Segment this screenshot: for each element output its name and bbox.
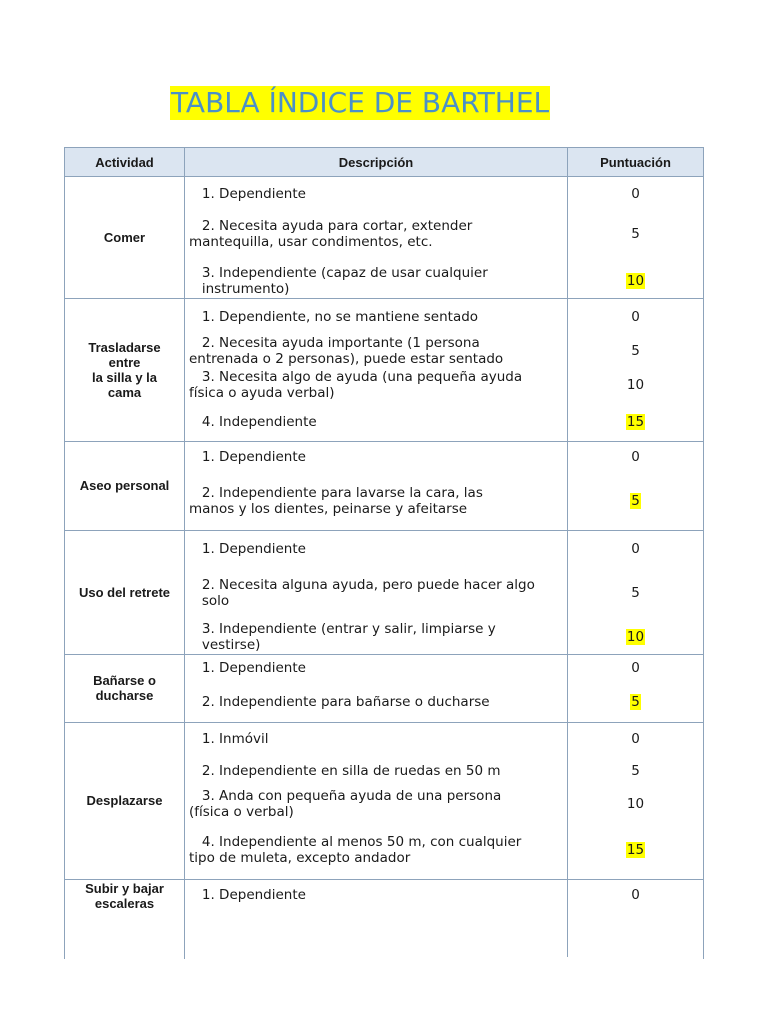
activity-line: cama bbox=[107, 384, 142, 400]
header-descripcion: Descripción bbox=[184, 147, 568, 177]
points-value: 15 bbox=[626, 842, 645, 858]
item-points bbox=[567, 273, 704, 289]
points-value: 10 bbox=[626, 377, 645, 393]
item-description: 2. Independiente para lavarse la cara, las manos y los dientes, peinarse y afeitarse bbox=[189, 485, 483, 517]
points-value: 10 bbox=[626, 273, 645, 289]
item-description: 3. Anda con pequeña ayuda de una persona (física o verbal) bbox=[189, 788, 502, 820]
item-points bbox=[567, 731, 704, 747]
item-points bbox=[567, 629, 704, 645]
activity-line: Comer bbox=[103, 230, 146, 245]
header-puntuacion: Puntuación bbox=[567, 147, 704, 177]
points-value: 10 bbox=[626, 629, 645, 645]
points-value: 0 bbox=[631, 309, 640, 325]
points-value: 5 bbox=[631, 493, 640, 509]
activity-line: la silla y la bbox=[91, 369, 158, 385]
item-description: 4. Independiente bbox=[189, 414, 317, 430]
points-value: 5 bbox=[631, 226, 640, 242]
activity-text bbox=[79, 585, 170, 600]
grid-vline bbox=[567, 177, 568, 957]
activity-line: Uso del retrete bbox=[78, 584, 171, 600]
activity-line: escaleras bbox=[94, 896, 155, 911]
item-description: 1. Dependiente bbox=[189, 887, 306, 903]
points-value: 5 bbox=[631, 694, 640, 710]
activity-label bbox=[65, 530, 184, 654]
activity-line: ducharse bbox=[95, 688, 154, 703]
points-value: 5 bbox=[631, 343, 640, 359]
activity-label bbox=[65, 298, 184, 441]
activity-text bbox=[80, 478, 170, 493]
activity-line: Trasladarse bbox=[88, 339, 161, 355]
item-points bbox=[567, 763, 704, 779]
points-value: 0 bbox=[631, 660, 640, 676]
points-value: 10 bbox=[626, 796, 645, 812]
points-value: 0 bbox=[631, 731, 640, 747]
item-points bbox=[567, 541, 704, 557]
activity-label bbox=[65, 654, 184, 722]
activity-line: Bañarse o bbox=[93, 673, 156, 688]
activity-label bbox=[65, 722, 184, 879]
item-description: 4. Independiente al menos 50 m, con cualquier tipo de muleta, excepto andador bbox=[189, 834, 522, 866]
item-points bbox=[567, 842, 704, 858]
item-points bbox=[567, 585, 704, 601]
activity-label bbox=[65, 177, 184, 298]
item-points bbox=[567, 660, 704, 676]
item-points bbox=[567, 493, 704, 509]
item-description: 1. Dependiente bbox=[189, 186, 306, 202]
item-description: 2. Necesita alguna ayuda, pero puede hacer algo solo bbox=[201, 577, 535, 609]
header-actividad: Actividad bbox=[64, 147, 185, 177]
item-description: 1. Inmóvil bbox=[189, 731, 269, 747]
item-points bbox=[567, 694, 704, 710]
item-description: 2. Independiente para bañarse o ducharse bbox=[189, 694, 490, 710]
points-value: 5 bbox=[631, 585, 640, 601]
item-description: 1. Dependiente bbox=[189, 541, 306, 557]
page-title: TABLA ÍNDICE DE BARTHEL bbox=[171, 86, 550, 119]
points-value: 0 bbox=[631, 449, 640, 465]
activity-line: Aseo personal bbox=[79, 478, 170, 493]
grid-vline bbox=[184, 177, 185, 959]
points-value: 0 bbox=[631, 887, 640, 903]
item-description: 3. Necesita algo de ayuda (una pequeña ayuda física o ayuda verbal) bbox=[189, 369, 523, 401]
activity-line: Subir y bajar bbox=[85, 881, 164, 896]
activity-line: entre bbox=[108, 354, 141, 370]
item-description: 1. Dependiente, no se mantiene sentado bbox=[189, 309, 479, 325]
activity-line: Desplazarse bbox=[86, 793, 163, 808]
item-points bbox=[567, 309, 704, 325]
item-description: 1. Dependiente bbox=[189, 660, 306, 676]
item-points bbox=[567, 414, 704, 430]
item-description: 1. Dependiente bbox=[189, 449, 306, 465]
item-description: 2. Necesita ayuda para cortar, extender mantequilla, usar condimentos, etc. bbox=[189, 218, 473, 250]
points-value: 15 bbox=[626, 414, 645, 430]
item-points bbox=[567, 343, 704, 359]
item-points bbox=[567, 796, 704, 812]
activity-text bbox=[93, 673, 156, 703]
activity-text bbox=[87, 793, 163, 808]
item-points bbox=[567, 377, 704, 393]
points-value: 0 bbox=[631, 541, 640, 557]
activity-label bbox=[65, 441, 184, 530]
item-description: 2. Necesita ayuda importante (1 persona entrenada o 2 personas), puede estar sentado bbox=[189, 335, 504, 367]
activity-text bbox=[104, 230, 145, 245]
activity-text bbox=[85, 881, 164, 911]
item-points bbox=[567, 449, 704, 465]
points-value: 0 bbox=[631, 186, 640, 202]
activity-text bbox=[88, 340, 160, 400]
item-description: 3. Independiente (capaz de usar cualquier instrumento) bbox=[201, 265, 488, 297]
item-points bbox=[567, 186, 704, 202]
item-description: 3. Independiente (entrar y salir, limpiarse y vestirse) bbox=[201, 621, 496, 653]
points-value: 5 bbox=[631, 763, 640, 779]
grid-hline bbox=[64, 879, 704, 880]
item-points bbox=[567, 887, 704, 903]
activity-label bbox=[65, 881, 184, 915]
item-description: 2. Independiente en silla de ruedas en 50 m bbox=[189, 763, 501, 779]
item-points bbox=[567, 226, 704, 242]
